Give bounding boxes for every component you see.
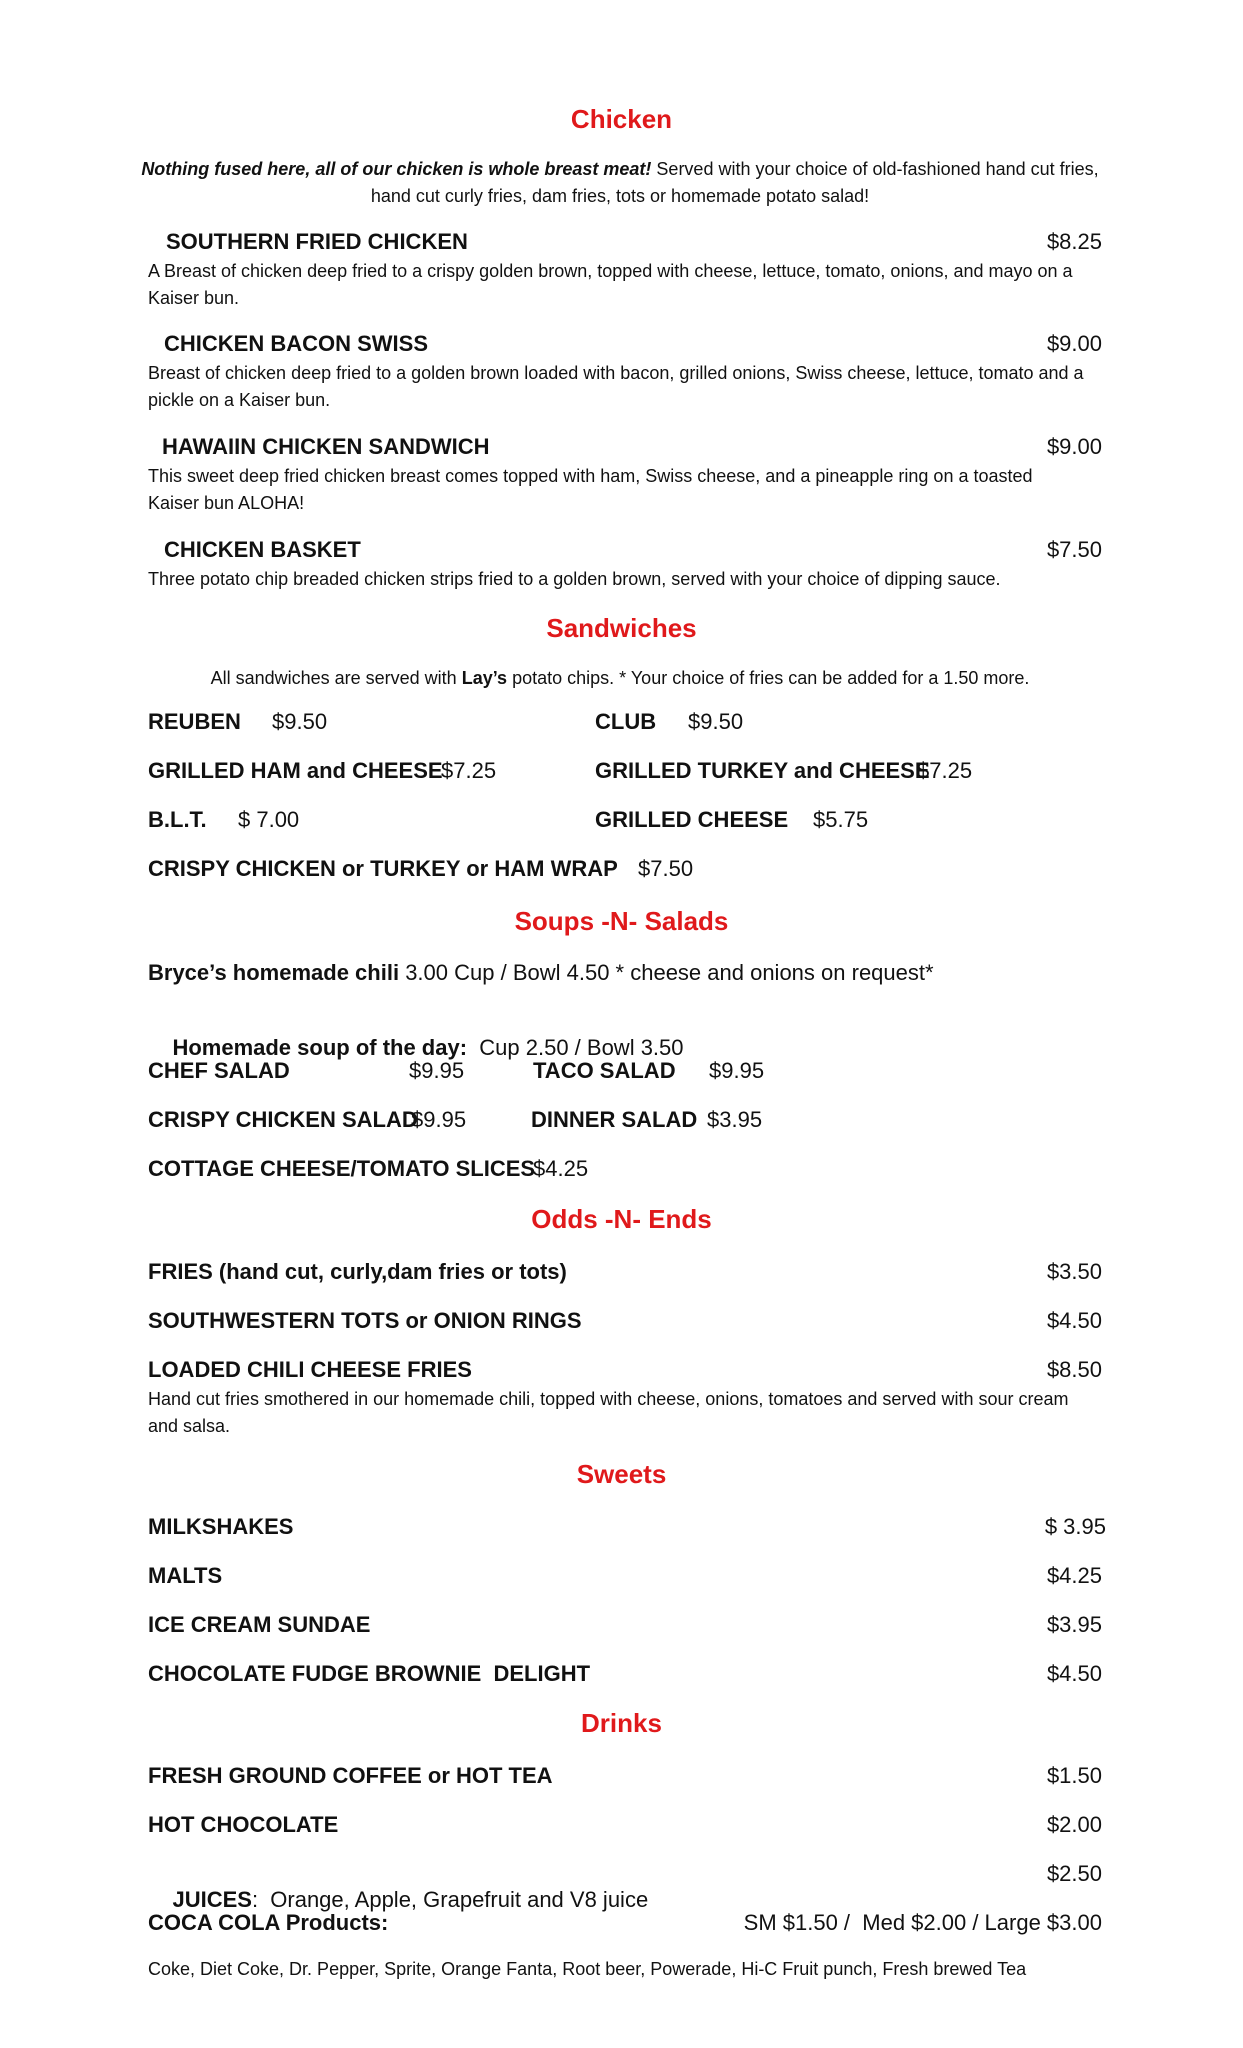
menu-item-price: $2.00 xyxy=(1046,1812,1102,1837)
menu-item-description: A Breast of chicken deep fried to a crispy golden brown, topped with cheese, lettuce, tomato, onions, and mayo on a Kaiser bun. xyxy=(148,261,1073,308)
menu-item-price: $3.50 xyxy=(1046,1259,1102,1284)
menu-item-price: $8.50 xyxy=(1046,1357,1102,1382)
section-heading-soups-salads: Soups -N- Salads xyxy=(514,906,729,936)
menu-item-name: LOADED CHILI CHEESE FRIES xyxy=(148,1357,472,1382)
menu-item-price: $4.50 xyxy=(1046,1308,1102,1333)
sandwiches-intro xyxy=(140,665,1100,692)
menu-item-name: CRISPY CHICKEN or TURKEY or HAM WRAP xyxy=(148,856,618,881)
menu-item-name: JUICES xyxy=(172,1887,252,1912)
menu-item-name: GRILLED HAM and CHEESE xyxy=(148,758,443,783)
menu-item-name: DINNER SALAD xyxy=(531,1107,698,1132)
chicken-intro-text: Served with your choice of old-fashioned hand cut fries, hand cut curly fries, dam fries, tots or homemade potato salad! xyxy=(370,159,1099,206)
menu-item-name: B.L.T. xyxy=(148,807,207,832)
chili-line xyxy=(148,960,934,986)
menu-item-price: $9.95 xyxy=(411,1107,467,1132)
menu-item-name: TACO SALAD xyxy=(533,1058,676,1083)
chili-details: 3.00 Cup / Bowl 4.50 * cheese and onions on request* xyxy=(399,960,934,985)
menu-item-price: $4.25 xyxy=(1046,1563,1102,1588)
menu-item-name: SOUTHERN FRIED CHICKEN xyxy=(166,229,468,254)
menu-item-name: HAWAIIN CHICKEN SANDWICH xyxy=(162,434,490,459)
menu-item-name: CLUB xyxy=(595,709,657,734)
menu-item-price: $2.50 xyxy=(1046,1861,1102,1886)
menu-item-name: CHICKEN BACON SWISS xyxy=(164,331,429,356)
menu-item-name: CRISPY CHICKEN SALAD xyxy=(148,1107,418,1132)
menu-item-price: $3.95 xyxy=(707,1107,763,1132)
lays-brand: Lay’s xyxy=(461,668,508,688)
menu-item-name: ICE CREAM SUNDAE xyxy=(148,1612,371,1637)
menu-item-name: GRILLED CHEESE xyxy=(595,807,789,832)
menu-item-name: HOT CHOCOLATE xyxy=(148,1812,339,1837)
chili-name: Bryce’s homemade chili xyxy=(148,960,400,985)
menu-item-name: CHOCOLATE FUDGE BROWNIE DELIGHT xyxy=(148,1661,591,1686)
menu-item-name: FRESH GROUND COFFEE or HOT TEA xyxy=(148,1763,553,1788)
soda-list-footnote: Coke, Diet Coke, Dr. Pepper, Sprite, Orange Fanta, Root beer, Powerade, Hi-C Fruit punch, Fresh brewed Tea xyxy=(148,1959,1027,1979)
menu-item-description: Breast of chicken deep fried to a golden brown loaded with bacon, grilled onions, Swiss cheese, lettuce, tomato and a pickle on a Kaiser bun. xyxy=(148,363,1084,410)
section-heading-odds-ends: Odds -N- Ends xyxy=(531,1204,712,1234)
menu-item-price: $9.00 xyxy=(1046,331,1102,356)
menu-item-name: MALTS xyxy=(148,1563,223,1588)
chicken-intro xyxy=(140,156,1100,210)
menu-item-description: This sweet deep fried chicken breast comes topped with ham, Swiss cheese, and a pineapple ring on a toasted Kaiser bun ALOHA! xyxy=(148,466,1033,513)
menu-item-price: $4.25 xyxy=(533,1156,589,1181)
menu-item-price: $9.50 xyxy=(688,709,744,734)
menu-item-price: $9.50 xyxy=(272,709,328,734)
chicken-intro-emphasis: Nothing fused here, all of our chicken is whole breast meat! xyxy=(141,159,652,179)
menu-item-price: $9.95 xyxy=(709,1058,765,1083)
menu-item-name: CHICKEN BASKET xyxy=(164,537,361,562)
menu-item-name: REUBEN xyxy=(148,709,241,734)
menu-item-price: $7.25 xyxy=(917,758,973,783)
menu-item-price: SM $1.50 / Med $2.00 / Large $3.00 xyxy=(743,1910,1102,1935)
menu-item-price: $7.25 xyxy=(441,758,497,783)
menu-item-price: $ 7.00 xyxy=(238,807,300,832)
menu-item-price: $ 3.95 xyxy=(1044,1514,1106,1539)
sandwiches-intro-text: potato chips. * Your choice of fries can be added for a 1.50 more. xyxy=(507,668,1030,688)
section-heading-sweets: Sweets xyxy=(576,1459,667,1489)
menu-item-price: $1.50 xyxy=(1046,1763,1102,1788)
soup-details: Cup 2.50 / Bowl 3.50 xyxy=(467,1035,684,1060)
menu-item-price: $9.95 xyxy=(409,1058,465,1083)
menu-item-description: Three potato chip breaded chicken strips fried to a golden brown, served with your choice of dipping sauce. xyxy=(148,569,1001,589)
menu-item-price: $8.25 xyxy=(1046,229,1102,254)
menu-item-name: MILKSHAKES xyxy=(148,1514,294,1539)
menu-item-name: CHEF SALAD xyxy=(148,1058,290,1083)
section-heading-chicken: Chicken xyxy=(570,104,673,134)
section-heading-sandwiches: Sandwiches xyxy=(546,613,697,643)
menu-item-name: SOUTHWESTERN TOTS or ONION RINGS xyxy=(148,1308,582,1333)
menu-item-name: FRIES (hand cut, curly,dam fries or tots) xyxy=(148,1259,567,1284)
menu-item-price: $9.00 xyxy=(1046,434,1102,459)
sandwiches-intro-text: All sandwiches are served with xyxy=(210,668,462,688)
menu-item-price: $5.75 xyxy=(813,807,869,832)
section-heading-drinks: Drinks xyxy=(581,1708,662,1738)
menu-item-name: COCA COLA Products: xyxy=(148,1910,389,1935)
menu-item-description: Hand cut fries smothered in our homemade chili, topped with cheese, onions, tomatoes and served with sour cream and salsa. xyxy=(148,1389,1069,1436)
soup-name: Homemade soup of the day: xyxy=(172,1035,468,1060)
menu-item-price: $4.50 xyxy=(1046,1661,1102,1686)
menu-item-price: $3.95 xyxy=(1046,1612,1102,1637)
menu-item-name: GRILLED TURKEY and CHEESE xyxy=(595,758,930,783)
menu-item-price: $7.50 xyxy=(1046,537,1102,562)
menu-item-price: $7.50 xyxy=(638,856,694,881)
menu-item-name: COTTAGE CHEESE/TOMATO SLICES xyxy=(148,1156,536,1181)
juices-options: : Orange, Apple, Grapefruit and V8 juice xyxy=(251,1887,649,1912)
